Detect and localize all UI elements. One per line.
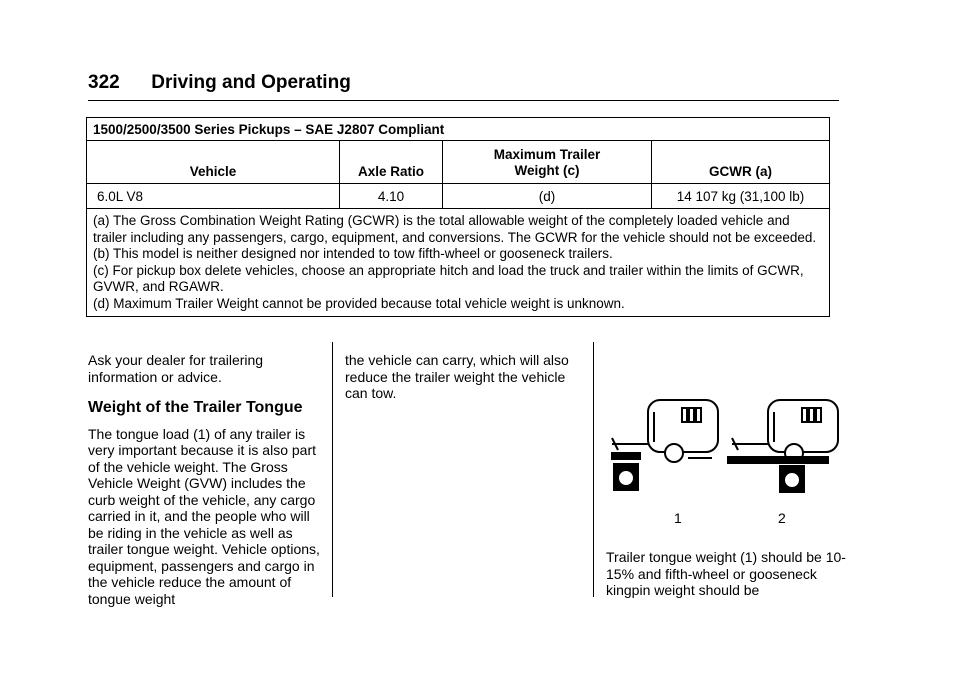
table-row [87,184,830,209]
cell-axle-ratio: 4.10 [340,184,443,209]
column-divider [332,342,333,597]
note-a: (a) The Gross Combination Weight Rating (GCWR) is the total allowable weight of the completely loaded vehicle and trailer including any passengers, cargo, equipment, and conversions. The GCWR for the vehicle should not be exceeded. [93,213,817,245]
column-header-gcwr: GCWR (a) [652,141,830,184]
figure-caption: Trailer tongue weight (1) should be 10-15% and fifth-wheel or gooseneck kingpin weight should be [606,549,846,598]
table-title: 1500/2500/3500 Series Pickups – SAE J2807 Compliant [87,118,830,141]
note-b: (b) This model is neither designed nor intended to tow fifth-wheel or gooseneck trailers. [93,246,613,261]
column-2 [345,352,580,402]
column-1 [88,352,320,607]
tongue-load-paragraph: The tongue load (1) of any trailer is very important because it is also part of the vehicle weight. The Gross Vehicle Weight (GVW) includes the curb weight of the vehicle, any cargo carried in it, and the people who will be riding in the vehicle as well as trailer tongue weight. Vehicle options, equipment, passengers and cargo in the vehicle reduce the amount of tongue weight [88,425,320,607]
trailer-tongue-weight-illustration [608,398,840,528]
cell-vehicle: 6.0L V8 [87,184,340,209]
intro-text: Ask your dealer for trailering information or advice. [88,352,264,385]
column-header-max-trailer-weight: Maximum Trailer Weight (c) [443,141,652,184]
continued-paragraph: the vehicle can carry, which will also reduce the trailer weight the vehicle can tow. [345,352,569,401]
note-c: (c) For pickup box delete vehicles, choose an appropriate hitch and load the truck and trailer within the limits of GCWR, GVWR, and RGAWR. [93,262,804,294]
table-notes [87,209,830,317]
header-rule [88,100,839,101]
note-d: (d) Maximum Trailer Weight cannot be provided because total vehicle weight is unknown. [93,295,625,311]
cell-gcwr: 14 107 kg (31,100 lb) [652,184,830,209]
column-header-vehicle: Vehicle [87,141,340,184]
figure-label-2: 2 [778,510,786,526]
column-3 [606,549,846,599]
trailer-illustration-icon [608,398,840,508]
section-heading: Weight of the Trailer Tongue [88,399,303,416]
figure-label-1: 1 [674,510,682,526]
page-number: 322 [88,72,120,93]
page-header [88,72,351,94]
cell-max-trailer-weight: (d) [443,184,652,209]
towing-table [86,117,830,317]
column-header-axle-ratio: Axle Ratio [340,141,443,184]
section-title: Driving and Operating [151,72,351,93]
column-divider [593,342,594,597]
